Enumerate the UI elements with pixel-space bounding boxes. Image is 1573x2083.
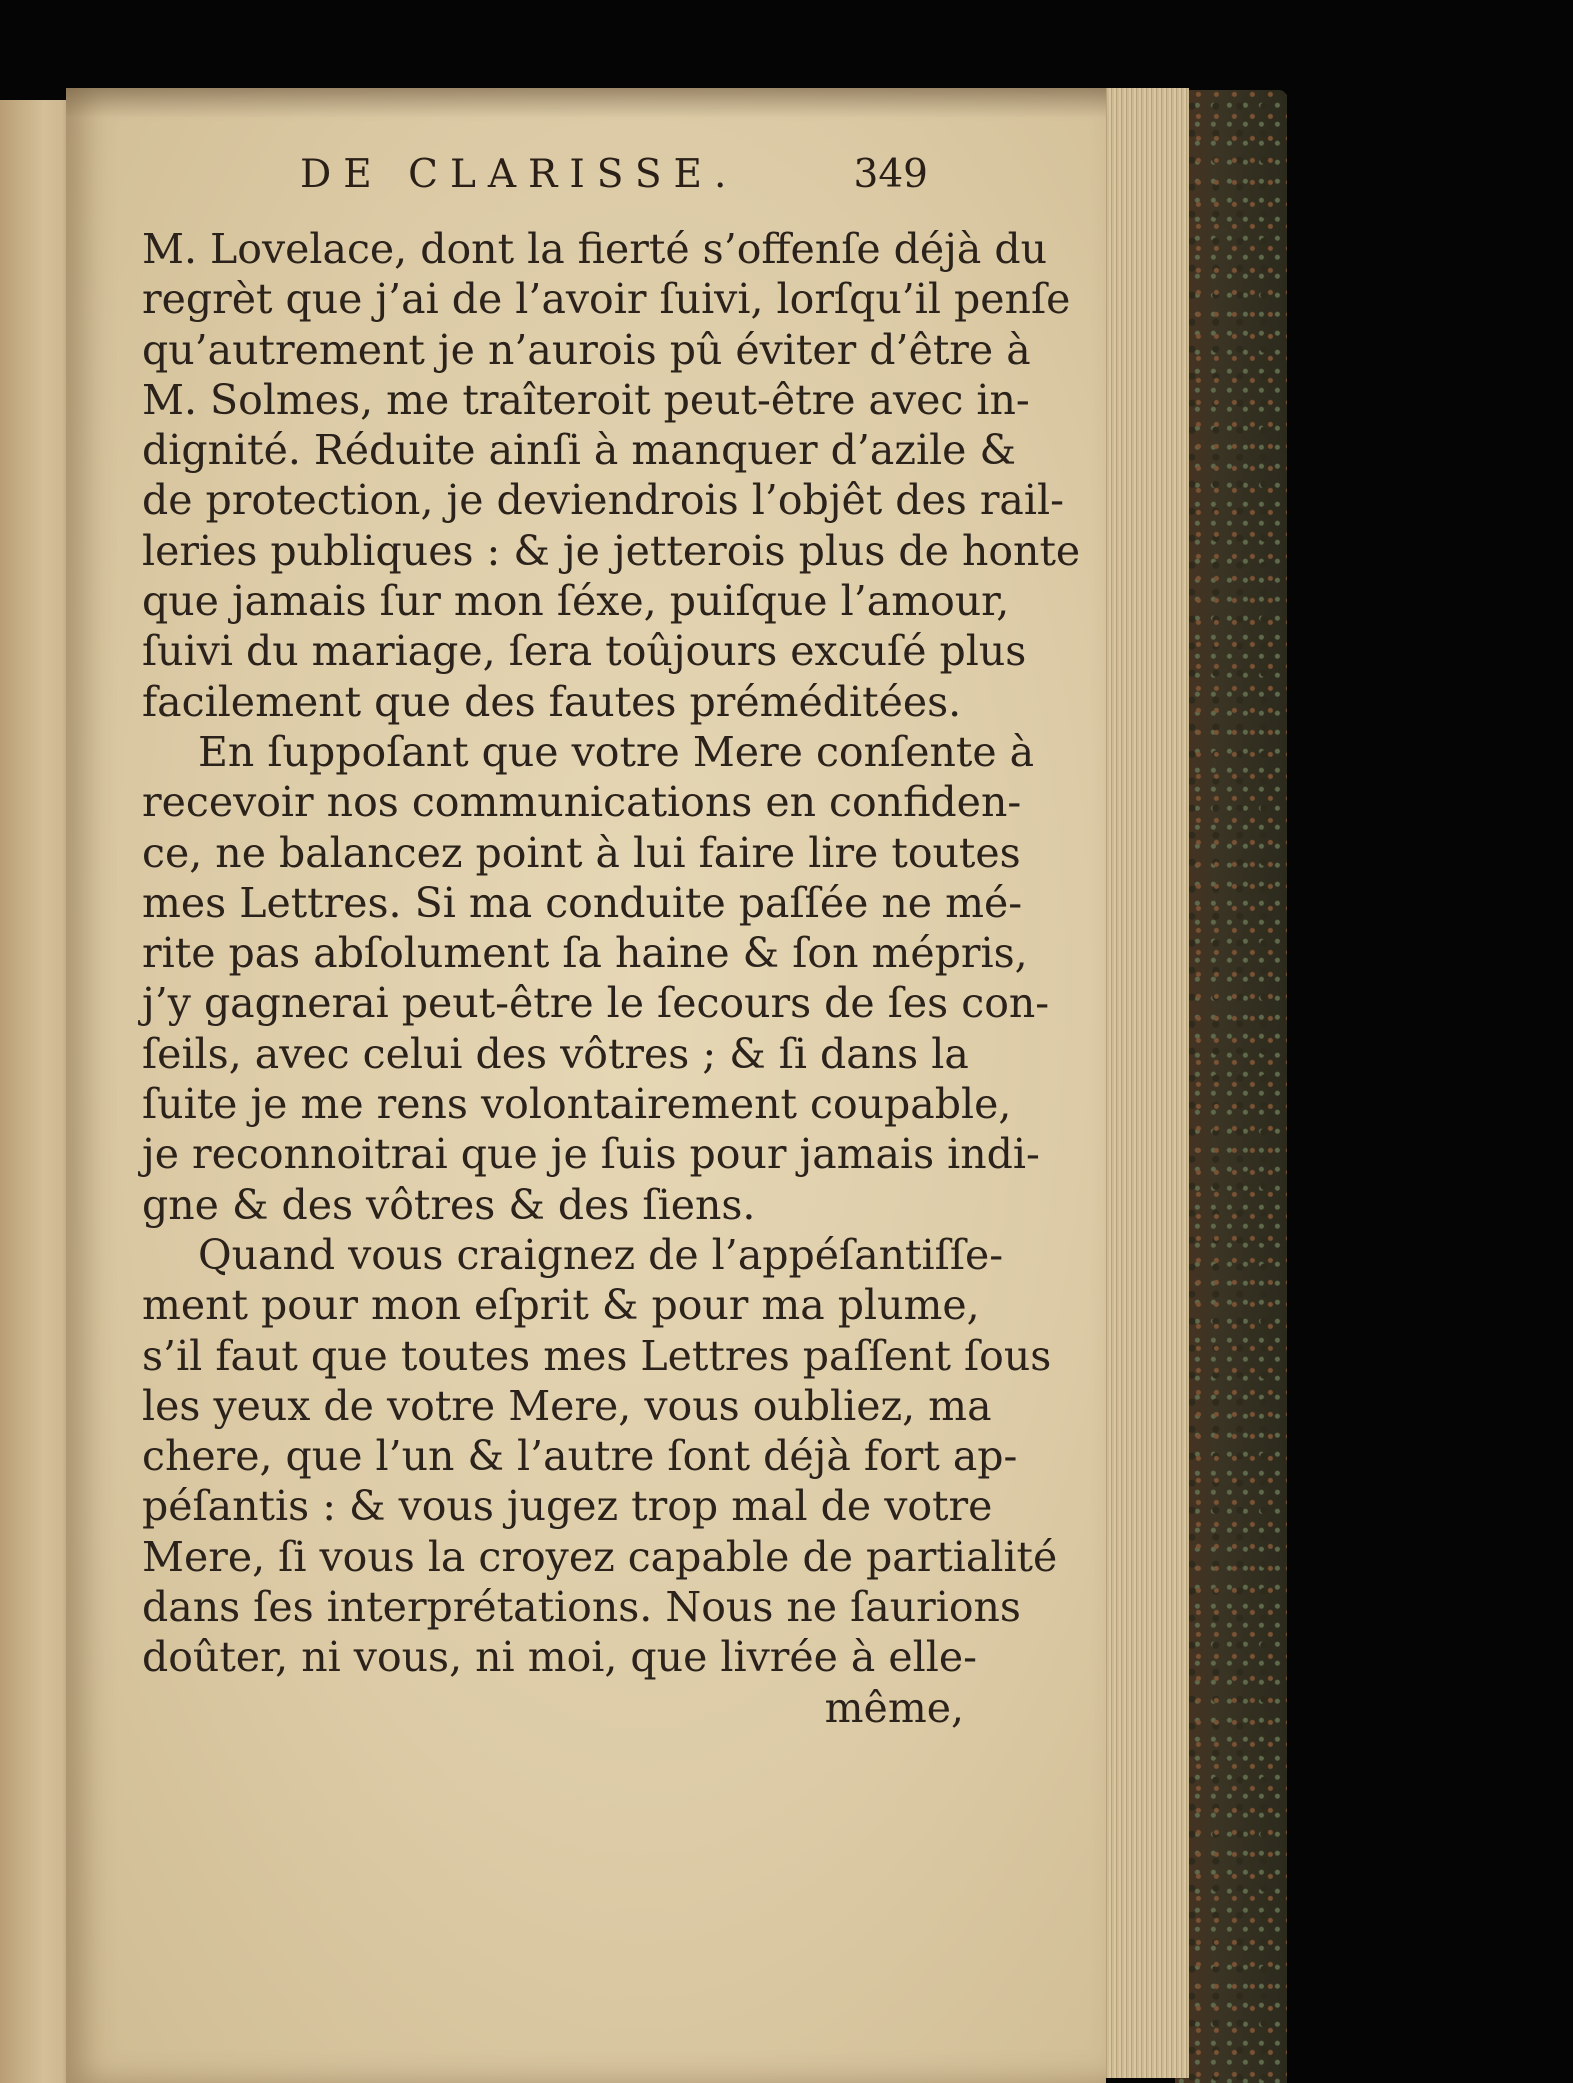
text-line: doûter, ni vous, ni moi, que livrée à elle- — [142, 1633, 978, 1682]
text-line: que jamais ſur mon ſéxe, puiſque l’amour, — [142, 577, 1010, 626]
running-head — [300, 152, 940, 212]
text-line: dignité. Réduite ainſi à manquer d’azile & — [142, 426, 1016, 475]
text-line: de protection, je deviendrois l’objêt des rail- — [142, 476, 1064, 525]
text-line: je reconnoitrai que je ſuis pour jamais indi- — [142, 1130, 1040, 1179]
marbled-back-cover — [1175, 90, 1287, 2083]
text-line: péſantis : & vous jugez trop mal de votre — [142, 1482, 993, 1531]
text-line: ce, ne balancez point à lui faire lire toutes — [142, 828, 1021, 877]
text-line: s’il faut que toutes mes Lettres paſſent ſous — [142, 1331, 1052, 1380]
text-line: rite pas abſolument ſa haine & ſon mépris, — [142, 929, 1028, 978]
text-line: gne & des vôtres & des ſiens. — [142, 1180, 756, 1229]
text-line: mes Lettres. Si ma conduite paſſée ne mé- — [142, 878, 1023, 927]
text-line: M. Lovelace, dont la fierté s’offenſe déjà du — [142, 225, 1048, 273]
paragraph-start-line: En ſuppoſant que votre Mere conſente à — [198, 727, 1035, 776]
page-fore-edges — [1102, 88, 1189, 2078]
text-line: dans ſes interprétations. Nous ne ſaurions — [142, 1583, 1021, 1632]
text-line: M. Solmes, me traîteroit peut-être avec in- — [142, 375, 1030, 424]
catchword: même, — [824, 1683, 964, 1732]
text-line: qu’autrement je n’aurois pû éviter d’être à — [142, 325, 1031, 374]
text-line: chere, que l’un & l’autre ſont déjà fort ap- — [142, 1432, 1018, 1481]
text-line: facilement que des fautes préméditées. — [142, 677, 962, 726]
text-line: j’y gagnerai peut-être le ſecours de ſes con- — [142, 979, 1050, 1028]
page-number: 349 — [853, 152, 928, 197]
running-head-title: DE CLARISSE. — [300, 152, 739, 197]
page-top-shadow — [66, 88, 1106, 118]
text-line: leries publiques : & je jetterois plus de honte — [142, 526, 1081, 575]
text-line: recevoir nos communications en confiden- — [142, 778, 1022, 827]
text-line: ſuite je me rens volontairement coupable, — [142, 1080, 1012, 1129]
text-line: ment pour mon eſprit & pour ma plume, — [142, 1281, 980, 1330]
paragraph-start-line: Quand vous craignez de l’appéſantiſſe- — [198, 1230, 1004, 1279]
text-line: ſuivi du mariage, ſera toûjours excuſé plus — [142, 627, 1027, 676]
text-line: Mere, ſi vous la croyez capable de partialité — [142, 1532, 1058, 1581]
text-line: les yeux de votre Mere, vous oubliez, ma — [142, 1381, 992, 1430]
page-body-text — [142, 224, 1081, 1733]
text-line: regrèt que j’ai de l’avoir ſuivi, lorſqu’il penſe — [142, 275, 1071, 324]
text-line: ſeils, avec celui des vôtres ; & ſi dans la — [142, 1029, 969, 1078]
